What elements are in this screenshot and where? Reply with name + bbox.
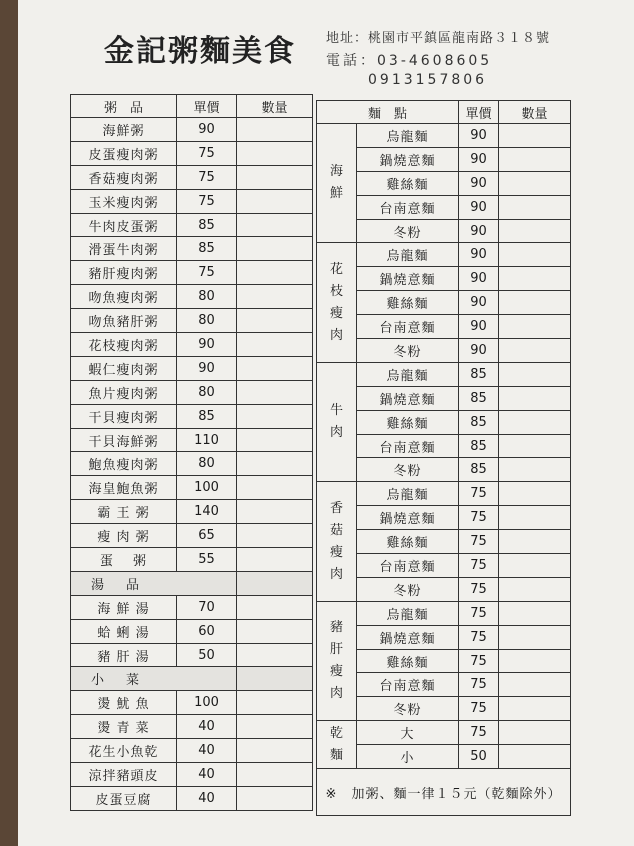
menu-item-row <box>317 243 571 267</box>
item-name: 蛤 蜊 湯 <box>71 619 177 643</box>
item-name: 豬 肝 湯 <box>71 643 177 667</box>
quantity-cell[interactable] <box>499 315 571 339</box>
section-header-row <box>71 667 313 691</box>
item-price: 90 <box>459 147 499 171</box>
item-price: 140 <box>177 500 237 524</box>
quantity-cell[interactable] <box>237 261 313 285</box>
quantity-cell[interactable] <box>237 715 313 739</box>
group-label <box>317 601 357 720</box>
item-price: 75 <box>459 625 499 649</box>
item-name: 滑蛋牛肉粥 <box>71 237 177 261</box>
group-label-char: 肝 <box>329 642 343 658</box>
quantity-cell[interactable] <box>499 673 571 697</box>
item-price: 90 <box>177 118 237 142</box>
quantity-cell[interactable] <box>499 124 571 148</box>
menu-item-row <box>71 356 313 380</box>
quantity-cell[interactable] <box>499 697 571 721</box>
item-name: 冬粉 <box>357 339 459 363</box>
item-name: 海 鮮 湯 <box>71 595 177 619</box>
item-price: 75 <box>459 530 499 554</box>
menu-item-row <box>71 763 313 787</box>
item-name: 海皇鮑魚粥 <box>71 476 177 500</box>
quantity-cell[interactable] <box>237 476 313 500</box>
group-label <box>317 124 357 243</box>
item-name: 冬粉 <box>357 697 459 721</box>
item-name: 豬肝瘦肉粥 <box>71 261 177 285</box>
menu-item-row <box>71 619 313 643</box>
menu-item-row <box>71 141 313 165</box>
item-name: 大 <box>357 721 459 745</box>
group-label-char: 麵 <box>329 747 343 763</box>
item-name: 鍋燒意麵 <box>357 386 459 410</box>
item-name: 烏龍麵 <box>357 362 459 386</box>
quantity-cell[interactable] <box>237 213 313 237</box>
menu-item-row <box>71 595 313 619</box>
section-header-row <box>71 571 313 595</box>
quantity-cell[interactable] <box>499 434 571 458</box>
menu-item-row <box>71 476 313 500</box>
item-name: 吻魚豬肝粥 <box>71 309 177 333</box>
quantity-cell[interactable] <box>237 380 313 404</box>
group-label <box>317 721 357 769</box>
item-price: 85 <box>459 410 499 434</box>
item-name: 冬粉 <box>357 577 459 601</box>
item-name: 干貝瘦肉粥 <box>71 404 177 428</box>
quantity-cell[interactable] <box>499 362 571 386</box>
item-name: 皮蛋豆腐 <box>71 786 177 810</box>
item-name: 烏龍麵 <box>357 243 459 267</box>
item-price: 60 <box>177 619 237 643</box>
quantity-cell[interactable] <box>499 506 571 530</box>
group-label-char: 花 <box>329 261 343 277</box>
item-price: 100 <box>177 476 237 500</box>
column-header: 數量 <box>499 101 571 124</box>
item-name: 海鮮粥 <box>71 118 177 142</box>
item-price: 75 <box>177 141 237 165</box>
item-name: 台南意麵 <box>357 195 459 219</box>
item-price: 75 <box>459 697 499 721</box>
menu-item-row <box>317 362 571 386</box>
menu-item-row <box>71 739 313 763</box>
menu-item-row <box>71 309 313 333</box>
item-name: 台南意麵 <box>357 434 459 458</box>
quantity-cell[interactable] <box>499 530 571 554</box>
quantity-cell[interactable] <box>237 118 313 142</box>
item-price: 90 <box>459 171 499 195</box>
item-price: 80 <box>177 309 237 333</box>
item-name: 雞絲麵 <box>357 171 459 195</box>
item-name: 干貝海鮮粥 <box>71 428 177 452</box>
quantity-cell[interactable] <box>237 619 313 643</box>
section-header-blank <box>237 667 313 691</box>
menu-item-row <box>71 500 313 524</box>
quantity-cell[interactable] <box>499 458 571 482</box>
group-label <box>317 482 357 601</box>
menu-item-row <box>71 786 313 810</box>
menu-item-row <box>71 285 313 309</box>
item-name: 台南意麵 <box>357 673 459 697</box>
quantity-cell[interactable] <box>499 386 571 410</box>
quantity-cell[interactable] <box>499 147 571 171</box>
column-header: 單價 <box>459 101 499 124</box>
item-name: 花生小魚乾 <box>71 739 177 763</box>
item-name: 燙 青 菜 <box>71 715 177 739</box>
item-name: 小 <box>357 745 459 769</box>
menu-item-row <box>71 213 313 237</box>
item-name: 烏龍麵 <box>357 601 459 625</box>
quantity-cell[interactable] <box>499 601 571 625</box>
quantity-cell[interactable] <box>237 189 313 213</box>
menu-item-row <box>71 261 313 285</box>
item-price: 55 <box>177 548 237 572</box>
item-price: 85 <box>459 386 499 410</box>
quantity-cell[interactable] <box>237 452 313 476</box>
item-price: 85 <box>177 237 237 261</box>
menu-item-row <box>317 721 571 745</box>
group-label-char: 鮮 <box>329 186 343 202</box>
column-header: 粥 品 <box>71 95 177 118</box>
quantity-cell[interactable] <box>237 595 313 619</box>
menu-item-row <box>317 482 571 506</box>
item-name: 花枝瘦肉粥 <box>71 333 177 357</box>
menu-item-row <box>71 118 313 142</box>
column-header: 單價 <box>177 95 237 118</box>
quantity-cell[interactable] <box>237 548 313 572</box>
quantity-cell[interactable] <box>237 786 313 810</box>
item-price: 90 <box>459 195 499 219</box>
item-price: 90 <box>459 267 499 291</box>
group-label-char: 枝 <box>329 283 343 299</box>
item-price: 100 <box>177 691 237 715</box>
item-name: 蝦仁瘦肉粥 <box>71 356 177 380</box>
quantity-cell[interactable] <box>237 763 313 787</box>
quantity-cell[interactable] <box>237 691 313 715</box>
item-price: 75 <box>459 554 499 578</box>
item-price: 75 <box>177 261 237 285</box>
item-name: 雞絲麵 <box>357 410 459 434</box>
quantity-cell[interactable] <box>237 739 313 763</box>
quantity-cell[interactable] <box>237 428 313 452</box>
group-label-char: 牛 <box>329 403 343 419</box>
item-price: 80 <box>177 380 237 404</box>
item-price: 110 <box>177 428 237 452</box>
menu-item-row <box>71 237 313 261</box>
item-price: 80 <box>177 452 237 476</box>
item-price: 75 <box>459 506 499 530</box>
item-price: 40 <box>177 739 237 763</box>
item-price: 90 <box>177 333 237 357</box>
quantity-cell[interactable] <box>237 237 313 261</box>
menu-item-row <box>71 643 313 667</box>
group-label-char: 瘦 <box>329 544 343 560</box>
item-price: 90 <box>459 339 499 363</box>
quantity-cell[interactable] <box>237 356 313 380</box>
item-name: 香菇瘦肉粥 <box>71 165 177 189</box>
item-price: 90 <box>459 243 499 267</box>
item-name: 鮑魚瘦肉粥 <box>71 452 177 476</box>
group-label-char: 瘦 <box>329 664 343 680</box>
item-name: 燙 魷 魚 <box>71 691 177 715</box>
item-name: 魚片瘦肉粥 <box>71 380 177 404</box>
quantity-cell[interactable] <box>499 219 571 243</box>
item-name: 鍋燒意麵 <box>357 267 459 291</box>
menu-item-row <box>71 715 313 739</box>
item-price: 50 <box>177 643 237 667</box>
item-price: 90 <box>459 219 499 243</box>
menu-item-row <box>71 189 313 213</box>
item-name: 雞絲麵 <box>357 649 459 673</box>
item-price: 90 <box>459 124 499 148</box>
quantity-cell[interactable] <box>499 291 571 315</box>
group-label-char: 海 <box>329 164 343 180</box>
quantity-cell[interactable] <box>499 243 571 267</box>
quantity-cell[interactable] <box>499 577 571 601</box>
item-price: 75 <box>459 601 499 625</box>
item-name: 烏龍麵 <box>357 482 459 506</box>
item-price: 85 <box>177 404 237 428</box>
section-header: 湯品 <box>71 571 237 595</box>
group-label-char: 肉 <box>329 686 343 702</box>
menu-item-row <box>71 548 313 572</box>
group-label-char: 肉 <box>329 425 343 441</box>
surcharge-note: ※ 加粥、麵一律１５元（乾麵除外） <box>317 769 571 816</box>
quantity-cell[interactable] <box>499 482 571 506</box>
item-price: 75 <box>459 721 499 745</box>
menu-item-row <box>71 452 313 476</box>
quantity-cell[interactable] <box>237 404 313 428</box>
item-name: 鍋燒意麵 <box>357 147 459 171</box>
item-price: 65 <box>177 524 237 548</box>
quantity-cell[interactable] <box>237 285 313 309</box>
item-name: 蛋 粥 <box>71 548 177 572</box>
item-price: 85 <box>459 362 499 386</box>
item-price: 75 <box>459 482 499 506</box>
menu-item-row <box>317 601 571 625</box>
quantity-cell[interactable] <box>237 500 313 524</box>
quantity-cell[interactable] <box>499 339 571 363</box>
section-header: 小菜 <box>71 667 237 691</box>
quantity-cell[interactable] <box>237 643 313 667</box>
table-header-row <box>317 101 571 124</box>
menu-item-row <box>317 124 571 148</box>
menu-item-row <box>71 404 313 428</box>
item-name: 霸 王 粥 <box>71 500 177 524</box>
item-name: 鍋燒意麵 <box>357 625 459 649</box>
item-name: 雞絲麵 <box>357 530 459 554</box>
group-label-char: 瘦 <box>329 305 343 321</box>
item-name: 涼拌豬頭皮 <box>71 763 177 787</box>
group-label-char: 菇 <box>329 522 343 538</box>
item-name: 玉米瘦肉粥 <box>71 189 177 213</box>
quantity-cell[interactable] <box>499 410 571 434</box>
item-price: 75 <box>177 189 237 213</box>
group-label-char: 肉 <box>329 327 343 343</box>
noodle-table <box>316 100 571 816</box>
item-name: 皮蛋瘦肉粥 <box>71 141 177 165</box>
quantity-cell[interactable] <box>499 649 571 673</box>
item-price: 40 <box>177 763 237 787</box>
item-price: 85 <box>459 434 499 458</box>
quantity-cell[interactable] <box>499 625 571 649</box>
group-label <box>317 243 357 362</box>
item-price: 40 <box>177 786 237 810</box>
item-name: 鍋燒意麵 <box>357 506 459 530</box>
group-label <box>317 362 357 481</box>
group-label-char: 豬 <box>329 620 343 636</box>
item-price: 90 <box>177 356 237 380</box>
quantity-cell[interactable] <box>237 309 313 333</box>
item-price: 85 <box>177 213 237 237</box>
section-header-blank <box>237 571 313 595</box>
quantity-cell[interactable] <box>499 745 571 769</box>
quantity-cell[interactable] <box>237 333 313 357</box>
item-price: 90 <box>459 291 499 315</box>
quantity-cell[interactable] <box>499 267 571 291</box>
column-header: 數量 <box>237 95 313 118</box>
quantity-cell[interactable] <box>499 195 571 219</box>
item-price: 70 <box>177 595 237 619</box>
table-header-row <box>71 95 313 118</box>
menu-item-row <box>71 380 313 404</box>
quantity-cell[interactable] <box>499 721 571 745</box>
menu-item-row <box>71 165 313 189</box>
menu-item-row <box>71 333 313 357</box>
group-label-char: 香 <box>329 500 343 516</box>
item-price: 75 <box>177 165 237 189</box>
item-price: 90 <box>459 315 499 339</box>
menu-item-row <box>71 428 313 452</box>
item-name: 烏龍麵 <box>357 124 459 148</box>
item-name: 冬粉 <box>357 458 459 482</box>
note-row <box>317 769 571 816</box>
item-price: 85 <box>459 458 499 482</box>
item-price: 75 <box>459 649 499 673</box>
menu-item-row <box>71 691 313 715</box>
column-header: 麵 點 <box>317 101 459 124</box>
quantity-cell[interactable] <box>237 141 313 165</box>
shop-phone: 電話：03-4608605 <box>326 53 493 69</box>
item-price: 80 <box>177 285 237 309</box>
quantity-cell[interactable] <box>499 554 571 578</box>
shop-mobile: 0913157806 <box>368 72 488 88</box>
menu-item-row <box>71 524 313 548</box>
item-price: 75 <box>459 673 499 697</box>
item-name: 吻魚瘦肉粥 <box>71 285 177 309</box>
group-label-char: 肉 <box>329 566 343 582</box>
item-price: 40 <box>177 715 237 739</box>
item-price: 50 <box>459 745 499 769</box>
shop-title: 金記粥麵美食 <box>104 34 296 69</box>
item-name: 台南意麵 <box>357 315 459 339</box>
item-name: 牛肉皮蛋粥 <box>71 213 177 237</box>
item-price: 75 <box>459 577 499 601</box>
item-name: 雞絲麵 <box>357 291 459 315</box>
quantity-cell[interactable] <box>237 165 313 189</box>
quantity-cell[interactable] <box>237 524 313 548</box>
porridge-table <box>70 94 313 811</box>
quantity-cell[interactable] <box>499 171 571 195</box>
item-name: 瘦 肉 粥 <box>71 524 177 548</box>
item-name: 冬粉 <box>357 219 459 243</box>
shop-address: 地址：桃園市平鎮區龍南路３１８號 <box>326 31 551 46</box>
group-label-char: 乾 <box>329 725 343 741</box>
item-name: 台南意麵 <box>357 554 459 578</box>
